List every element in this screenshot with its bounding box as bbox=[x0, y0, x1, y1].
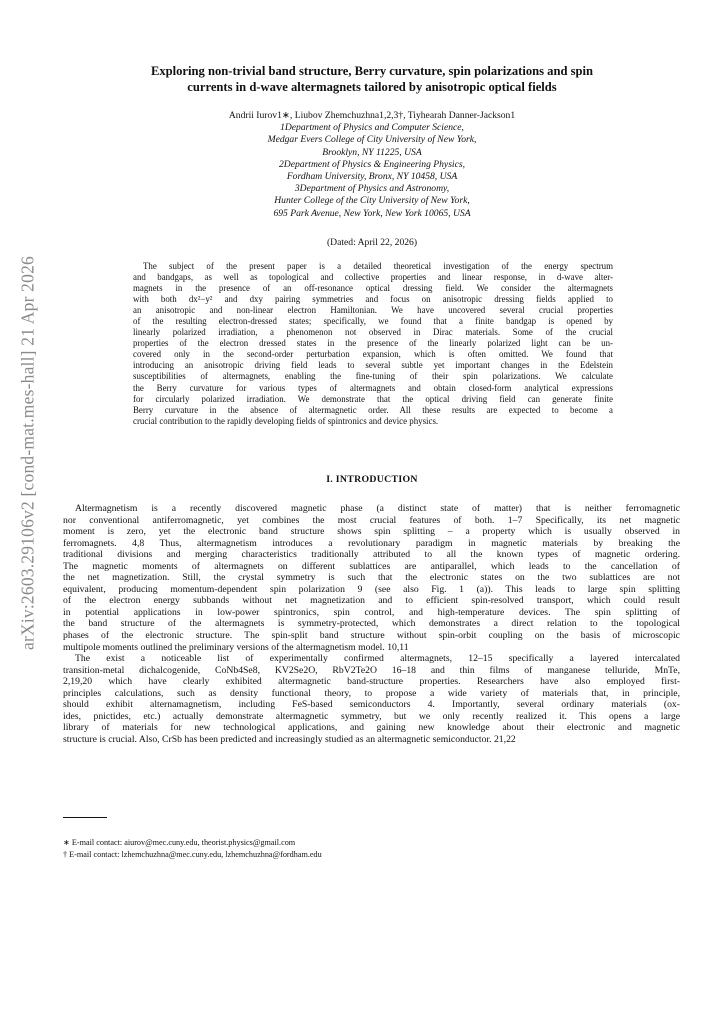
author-block bbox=[72, 110, 672, 220]
body-line: principles calculations, such as density functional theory, to propose a wide variety of materials that, in principle, bbox=[63, 687, 680, 699]
abstract-line: Berry curvature in the absence of altermagnetic order. All these results are expected to become a bbox=[133, 404, 613, 415]
body-line: structure is crucial. Also, CrSb has been predicted and increasingly studied as an altermagnetic semiconductor. 21,22 bbox=[63, 733, 516, 745]
body-line: the net magnetization. Still, the crystal symmetry is such that the electronic states on the two sublattices are not bbox=[63, 572, 680, 584]
affiliation-line: 1Department of Physics and Computer Science, bbox=[280, 122, 464, 134]
body-line: 2,19,20 which have clearly exhibited altermagnetic band-structure properties. Researchers have also employed first- bbox=[63, 676, 680, 688]
abstract-line: the Berry curvature for various types of altermagnets and obtain closed-form analytical expressions bbox=[133, 382, 613, 393]
abstract-line: magnets in the presence of an off-resonance optical dressing field. We consider the altermagnets bbox=[133, 283, 613, 294]
body-line: Altermagnetism is a recently discovered magnetic phase (a distinct state of matter) that is neither ferromagnetic bbox=[75, 503, 680, 514]
arxiv-identifier: arXiv:2603.29106v2 [cond-mat.mes-hall] 21 Apr 2026 bbox=[17, 256, 38, 650]
abstract-line: The subject of the present paper is a detailed theoretical investigation of the energy spectrum bbox=[143, 261, 613, 271]
abstract-line: and bandgaps, as well as topological and collective properties and linear response, in d-wave alter- bbox=[133, 272, 613, 283]
section-heading: I. INTRODUCTION bbox=[326, 474, 418, 485]
body-line: multipole moments outlined the preliminary versions of the altermagnetism model. 10,11 bbox=[63, 641, 409, 653]
body-line: traditional divisions and merging characteristics traditionally attributed to all the known types of magnetic ordering. bbox=[63, 549, 680, 561]
body-line: in potential applications in low-power spintronics, spin control, and high-temperature devices. The spin splitting of bbox=[63, 606, 680, 618]
body-line: The magnetic moments of altermagnets on different sublattices are antiparallel, which leads to the cancellation of bbox=[63, 560, 680, 572]
body-line: of the electron energy subbands without net magnetization and to efficient spin-resolved transport, which could result bbox=[63, 595, 680, 607]
body-line: nor conventional antiferromagnetic, yet combines the most crucial features of both. 1–7 Specifically, its net magnetic bbox=[63, 514, 680, 526]
body-line: ides, pnictides, etc.) actually demonstrate altermagnetic symmetry, but we only recently realized it. This opens a large bbox=[63, 710, 680, 722]
body-line: moment is zero, yet the electronic band structure shows spin splitting – a property which is usually observed in bbox=[63, 526, 680, 538]
abstract bbox=[133, 261, 613, 427]
abstract-line: properties of the electron dressed states in the presence of the linearly polarized light can be un- bbox=[133, 338, 613, 349]
abstract-line: for circularly polarized irradiation. We demonstrate that the optical driving field can generate finite bbox=[133, 393, 613, 404]
title-line: currents in d-wave altermagnets tailored by anisotropic optical fields bbox=[187, 80, 557, 94]
affiliation-line: 695 Park Avenue, New York, New York 10065, USA bbox=[273, 207, 471, 219]
body-line: the band structure of the altermagnets is symmetry-protected, which demonstrates a direct relation to the topological bbox=[63, 618, 680, 630]
introduction-text bbox=[63, 503, 680, 745]
affiliation-line: Medgar Evers College of City University of New York, bbox=[267, 134, 477, 146]
body-line: phases of the electronic structure. The spin-split band structure without spin-orbit coupling on the basis of microscopic bbox=[63, 630, 680, 642]
title-line: Exploring non-trivial band structure, Berry curvature, spin polarizations and spin bbox=[150, 64, 594, 78]
body-line: should exhibit alternamagnetism, including FeS-based semiconductors 4. Importantly, several ordinary materials (ox- bbox=[63, 699, 680, 711]
affiliation-line: Hunter College of the City University of New York, bbox=[274, 195, 470, 207]
abstract-line: covered only in the second-order perturbation expansion, which is often omitted. We found that bbox=[133, 349, 613, 360]
abstract-line: susceptibilities of altermagnets, enabling the fine-tuning of their spin polarizations. We calculate bbox=[133, 371, 613, 382]
footnote-email-2: † E-mail contact: lzhemchuzhna@mec.cuny.edu, lzhemchuzhna@fordham.edu bbox=[63, 850, 322, 859]
abstract-line: linearly polarized irradiation, a phenomenon not observed in Dirac materials. Some of the crucial bbox=[133, 327, 613, 338]
affiliation-line: Brooklyn, NY 11225, USA bbox=[322, 146, 422, 158]
author-list: Andrii Iurov1∗, Liubov Zhemchuzhna1,2,3†, Tiyhearah Danner-Jackson1 bbox=[228, 110, 516, 121]
footnote-email-1: ∗ E-mail contact: aiurov@mec.cuny.edu, theorist.physics@gmail.com bbox=[63, 838, 296, 847]
abstract-line: crucial contribution to the rapidly developing fields of spintronics and device physics. bbox=[133, 415, 439, 426]
affiliation-line: 3Department of Physics and Astronomy, bbox=[294, 183, 450, 195]
abstract-line: an anisotropic and non-linear electron Hamiltonian. We have uncovered several crucial properties bbox=[133, 305, 613, 316]
paper-title bbox=[72, 63, 672, 95]
body-line: library of materials for new technological applications, and gaining new knowledge about their electronic and magnetic bbox=[63, 722, 680, 734]
dated-line: (Dated: April 22, 2026) bbox=[326, 237, 418, 248]
abstract-line: introducing an anisotropic driving field leads to several subtle yet important changes in the Edelstein bbox=[133, 360, 613, 371]
abstract-line: with both dx²−y² and dxy pairing symmetries and focus on anisotropic dressing fields applied to bbox=[133, 294, 613, 305]
affiliation-line: 2Department of Physics & Engineering Physics, bbox=[279, 158, 465, 170]
body-line: The exist a noticeable list of experimentally confirmed altermagnets, 12–15 specifically a layered intercalated bbox=[75, 653, 680, 665]
body-line: ferromagnets. 4,8 Thus, altermagnetism introduces a revolutionary paradigm in magnetic materials by breaking the bbox=[63, 537, 680, 549]
abstract-line: of the resulting electron-dressed states; specifically, we found that a finite bandgap is opened by bbox=[133, 316, 613, 327]
arxiv-side-stamp bbox=[19, 233, 37, 673]
footnote-divider bbox=[63, 817, 107, 818]
body-line: transition-metal dichalcogenide, CoNb4Se8, KV2Se2O, RbV2Te2O 16–18 and thin films of manganese telluride, MnTe, bbox=[63, 664, 680, 676]
affiliation-line: Fordham University, Bronx, NY 10458, USA bbox=[286, 171, 458, 183]
footnotes bbox=[63, 837, 683, 861]
body-line: equivalent, producing momentum-dependent spin polarization 9 (see also Fig. 1 (a)). This leads to large spin splitting bbox=[63, 583, 680, 595]
